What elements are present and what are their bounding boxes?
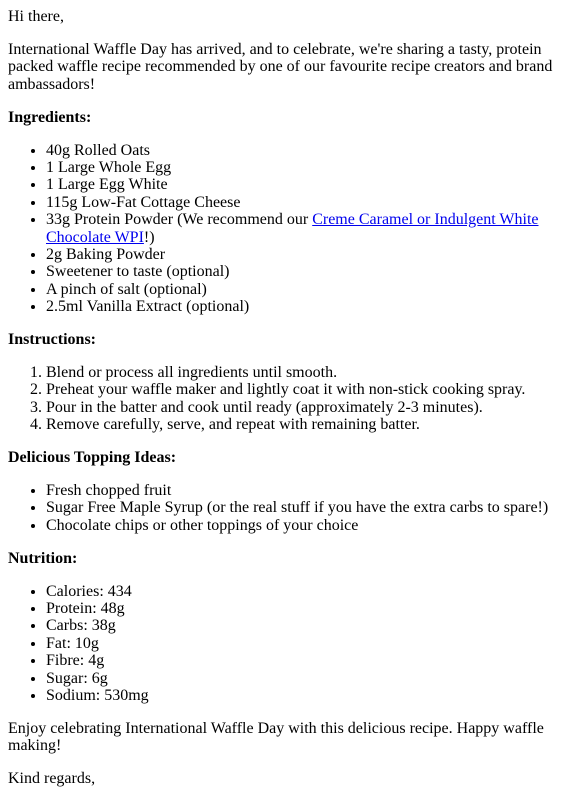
nutrition-item: • Calories: 434 — [46, 583, 572, 600]
topping-item: • Sugar Free Maple Syrup (or the real stuff if you have the extra carbs to spare!) — [46, 499, 572, 516]
protein-suffix: !) — [143, 228, 155, 246]
signoff: Kind regards, — [8, 770, 96, 788]
nutrition-item: • Fibre: 4g — [46, 652, 572, 669]
toppings-list — [8, 482, 572, 534]
instruction-step: 4. Remove carefully, serve, and repeat with remaining batter. — [46, 416, 572, 433]
nutrition-heading: Nutrition: — [8, 549, 78, 567]
ingredient-item: • 115g Low-Fat Cottage Cheese — [46, 194, 572, 211]
instructions-heading: Instructions: — [8, 331, 97, 349]
ingredients-list — [8, 142, 572, 316]
nutrition-list — [8, 583, 572, 705]
ingredients-heading: Ingredients: — [8, 108, 92, 126]
nutrition-item: • Fat: 10g — [46, 635, 572, 652]
toppings-heading: Delicious Topping Ideas: — [8, 449, 177, 467]
intro-paragraph: International Waffle Day has arrived, and to celebrate, we're sharing a tasty, protein packed waffle recipe recommended by one of our favourite recipe creators and brand ambassadors! — [8, 40, 553, 93]
ingredient-item: • 2g Baking Powder — [46, 246, 572, 263]
nutrition-item: • Carbs: 38g — [46, 617, 572, 634]
greeting: Hi there, — [8, 8, 64, 25]
ingredient-item: • 40g Rolled Oats — [46, 142, 572, 159]
ingredient-item: • A pinch of salt (optional) — [46, 281, 572, 298]
nutrition-item: • Protein: 48g — [46, 600, 572, 617]
instruction-step: 3. Pour in the batter and cook until ready (approximately 2-3 minutes). — [46, 399, 572, 416]
ingredient-item-protein — [46, 211, 572, 246]
nutrition-item: • Sugar: 6g — [46, 670, 572, 687]
ingredient-item: • 1 Large Egg White — [46, 176, 572, 193]
protein-prefix: 33g Protein Powder (We recommend our — [46, 211, 313, 229]
closing-paragraph: Enjoy celebrating International Waffle Day with this delicious recipe. Happy waffle making! — [8, 720, 544, 755]
ingredient-item: • 2.5ml Vanilla Extract (optional) — [46, 298, 572, 315]
topping-item: • Fresh chopped fruit — [46, 482, 572, 499]
ingredient-item: • Sweetener to taste (optional) — [46, 263, 572, 280]
instructions-list — [8, 364, 572, 434]
wpi-product-link[interactable]: Creme Caramel or Indulgent White Chocolate WPI — [46, 211, 539, 246]
topping-item: • Chocolate chips or other toppings of your choice — [46, 517, 572, 534]
instruction-step: 1. Blend or process all ingredients until smooth. — [46, 364, 572, 381]
ingredient-item: • 1 Large Whole Egg — [46, 159, 572, 176]
nutrition-item: • Sodium: 530mg — [46, 687, 572, 704]
instruction-step: 2. Preheat your waffle maker and lightly coat it with non-stick cooking spray. — [46, 381, 572, 398]
